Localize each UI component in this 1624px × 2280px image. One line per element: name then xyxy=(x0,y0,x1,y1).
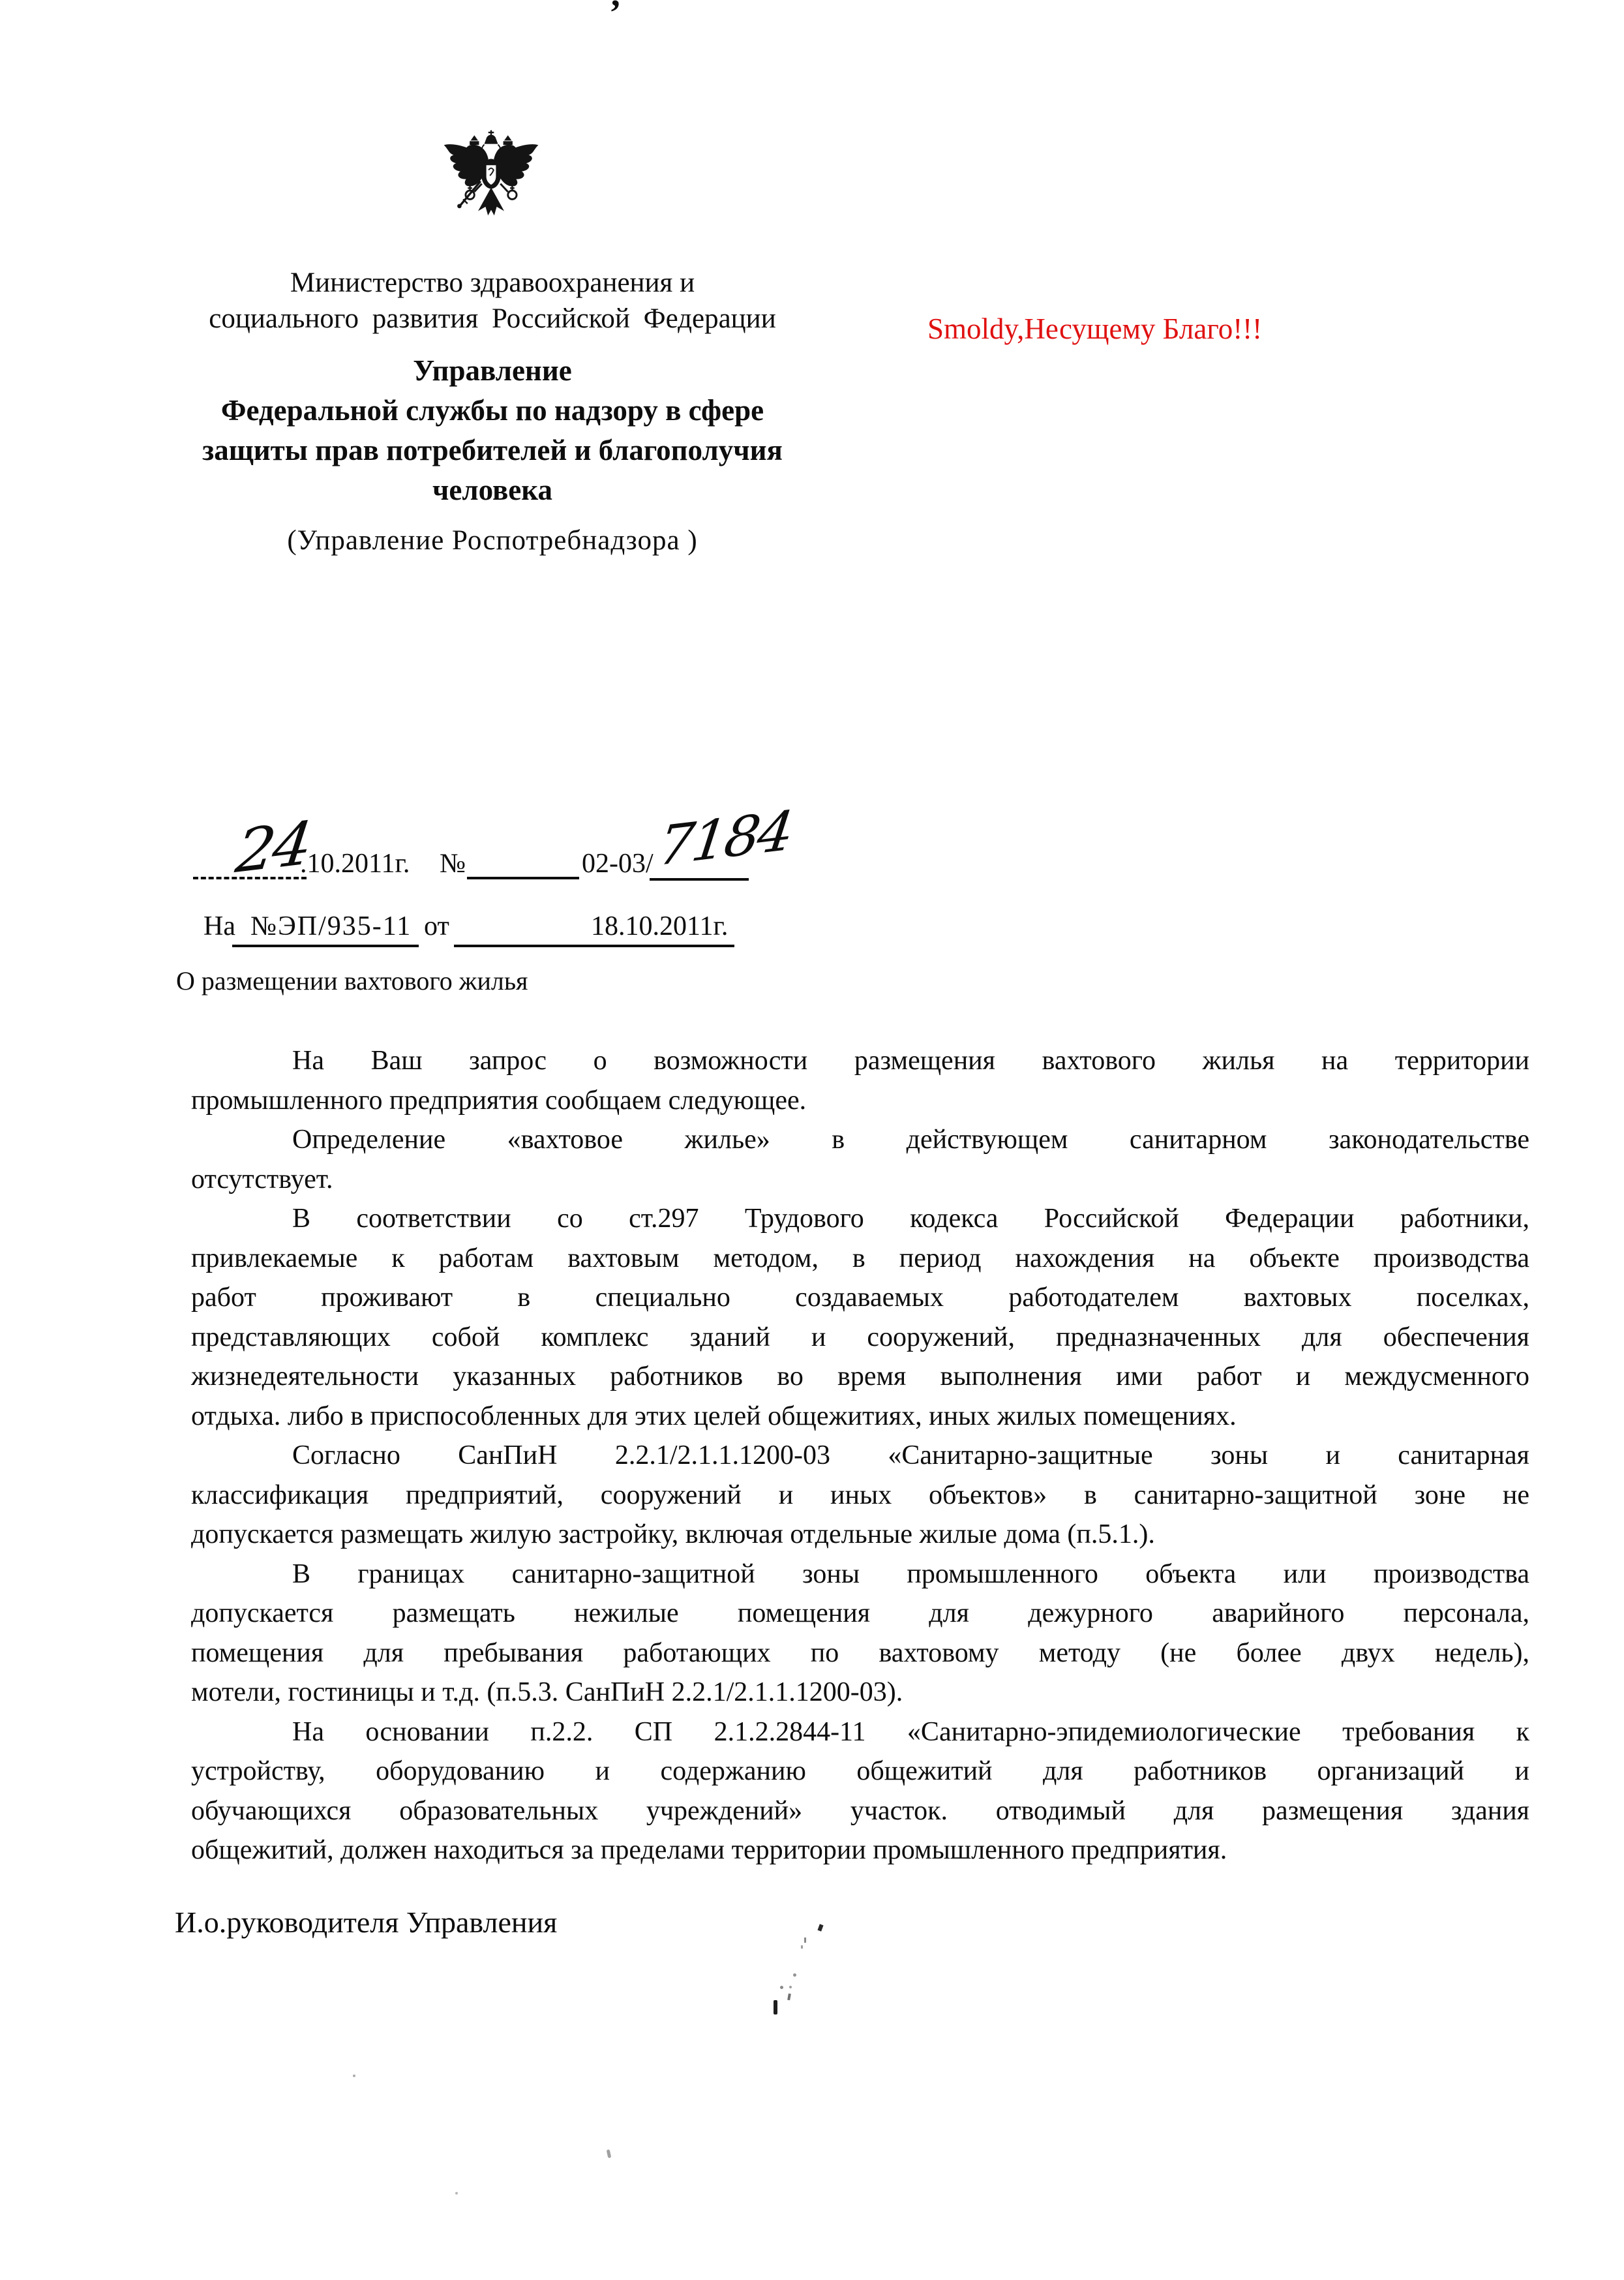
body-line: представляющих собой комплекс зданий и сооружений, предназначенных для обеспечения xyxy=(191,1322,1529,1352)
org-short-name: (Управление Роспотребнадзора ) xyxy=(287,525,698,556)
reference-date: 18.10.2011г. xyxy=(591,911,729,941)
scan-speck xyxy=(607,2150,612,2159)
body-line: жизнедеятельности указанных работников во время выполнения ими работ и междусменного xyxy=(191,1361,1529,1391)
scan-artifact-comma: ’ xyxy=(609,0,622,33)
reference-date-underline xyxy=(454,945,734,947)
subject-line: О размещении вахтового жилья xyxy=(176,966,528,996)
red-annotation: Smoldy,Несущему Благо!!! xyxy=(927,312,1263,345)
body-text xyxy=(191,1041,1529,1870)
org-name-line3: защиты прав потребителей и благополучия xyxy=(202,434,783,466)
handwritten-day: 24 xyxy=(232,808,314,887)
ministry-name-line2: социального развития Российской Федерации xyxy=(209,303,776,334)
scan-speck xyxy=(804,1938,806,1943)
scan-speck xyxy=(455,2192,458,2195)
body-line: На Ваш запрос о возможности размещения вахтового жилья на территории xyxy=(292,1046,1529,1076)
body-line: допускается размещать нежилые помещения для дежурного аварийного персонала, xyxy=(191,1598,1529,1628)
org-name-line4: человека xyxy=(432,474,552,506)
body-line: допускается размещать жилую застройку, включая отдельные жилые дома (п.5.1.). xyxy=(191,1519,1155,1549)
body-line: помещения для пребывания работающих по вахтовому методу (не более двух недель), xyxy=(191,1637,1529,1668)
scan-speck xyxy=(780,1986,783,1989)
body-line: привлекаемые к работам вахтовым методом, в период нахождения на объекте производства xyxy=(191,1243,1529,1273)
reference-label: На xyxy=(203,911,235,941)
body-line: мотели, гостиницы и т.д. (п.5.3. СанПиН 2.2.1/2.1.1.1200-03). xyxy=(191,1677,903,1707)
body-line: На основании п.2.2. СП 2.1.2.2844-11 «Санитарно-эпидемиологические требования к xyxy=(292,1716,1529,1747)
scan-speck xyxy=(787,1994,791,2001)
body-line: общежитий, должен находиться за пределами территории промышленного предприятия. xyxy=(191,1835,1227,1865)
org-name-line1: Управление xyxy=(413,354,572,387)
body-line: В соответствии со ст.297 Трудового кодекса Российской Федерации работники, xyxy=(292,1204,1529,1234)
number-prefix: 02-03/ xyxy=(582,849,654,879)
date-printed: .10.2011г. xyxy=(300,849,410,879)
reference-number-underline xyxy=(232,945,419,947)
body-line: В границах санитарно-защитной зоны промышленного объекта или производства xyxy=(292,1558,1529,1589)
body-line: отсутствует. xyxy=(191,1164,333,1194)
body-line: промышленного предприятия сообщаем следующее. xyxy=(191,1085,807,1116)
number-blank-underline xyxy=(467,877,579,879)
scan-speck xyxy=(774,2000,777,2014)
reference-number: №ЭП/935-11 xyxy=(250,911,412,941)
signature-title: И.о.руководителя Управления xyxy=(175,1906,558,1939)
scan-speck xyxy=(793,1973,796,1977)
scan-speck xyxy=(801,1945,803,1949)
org-name-line2: Федеральной службы по надзору в сфере xyxy=(220,394,764,427)
handwritten-number: 7184 xyxy=(655,798,795,878)
body-line: Определение «вахтовое жилье» в действующем санитарном законодательстве xyxy=(292,1125,1529,1155)
body-line: устройству, оборудованию и содержанию общежитий для работников организаций и xyxy=(191,1756,1529,1786)
body-line: классификация предприятий, сооружений и иных объектов» в санитарно-защитной зоне не xyxy=(191,1480,1529,1510)
ministry-name-line1: Министерство здравоохранения и xyxy=(290,267,695,298)
body-line: отдыха. либо в приспособленных для этих целей общежитиях, иных жилых помещениях. xyxy=(191,1401,1237,1431)
scan-speck xyxy=(789,1986,792,1988)
body-line: работ проживают в специально создаваемых работодателем вахтовых поселках, xyxy=(191,1283,1529,1313)
letterhead xyxy=(117,265,867,556)
scan-speck xyxy=(817,1924,823,1931)
russian-coat-of-arms-icon xyxy=(438,127,544,231)
number-sign: № xyxy=(440,849,466,879)
body-line: Согласно СанПиН 2.2.1/2.1.1.1200-03 «Санитарно-защитные зоны и санитарная xyxy=(292,1440,1529,1470)
scan-speck xyxy=(353,2075,355,2077)
body-line: обучающихся образовательных учреждений» участок. отводимый для размещения здания xyxy=(191,1795,1529,1826)
number-underline xyxy=(650,878,749,881)
reference-preposition: от xyxy=(424,911,449,941)
